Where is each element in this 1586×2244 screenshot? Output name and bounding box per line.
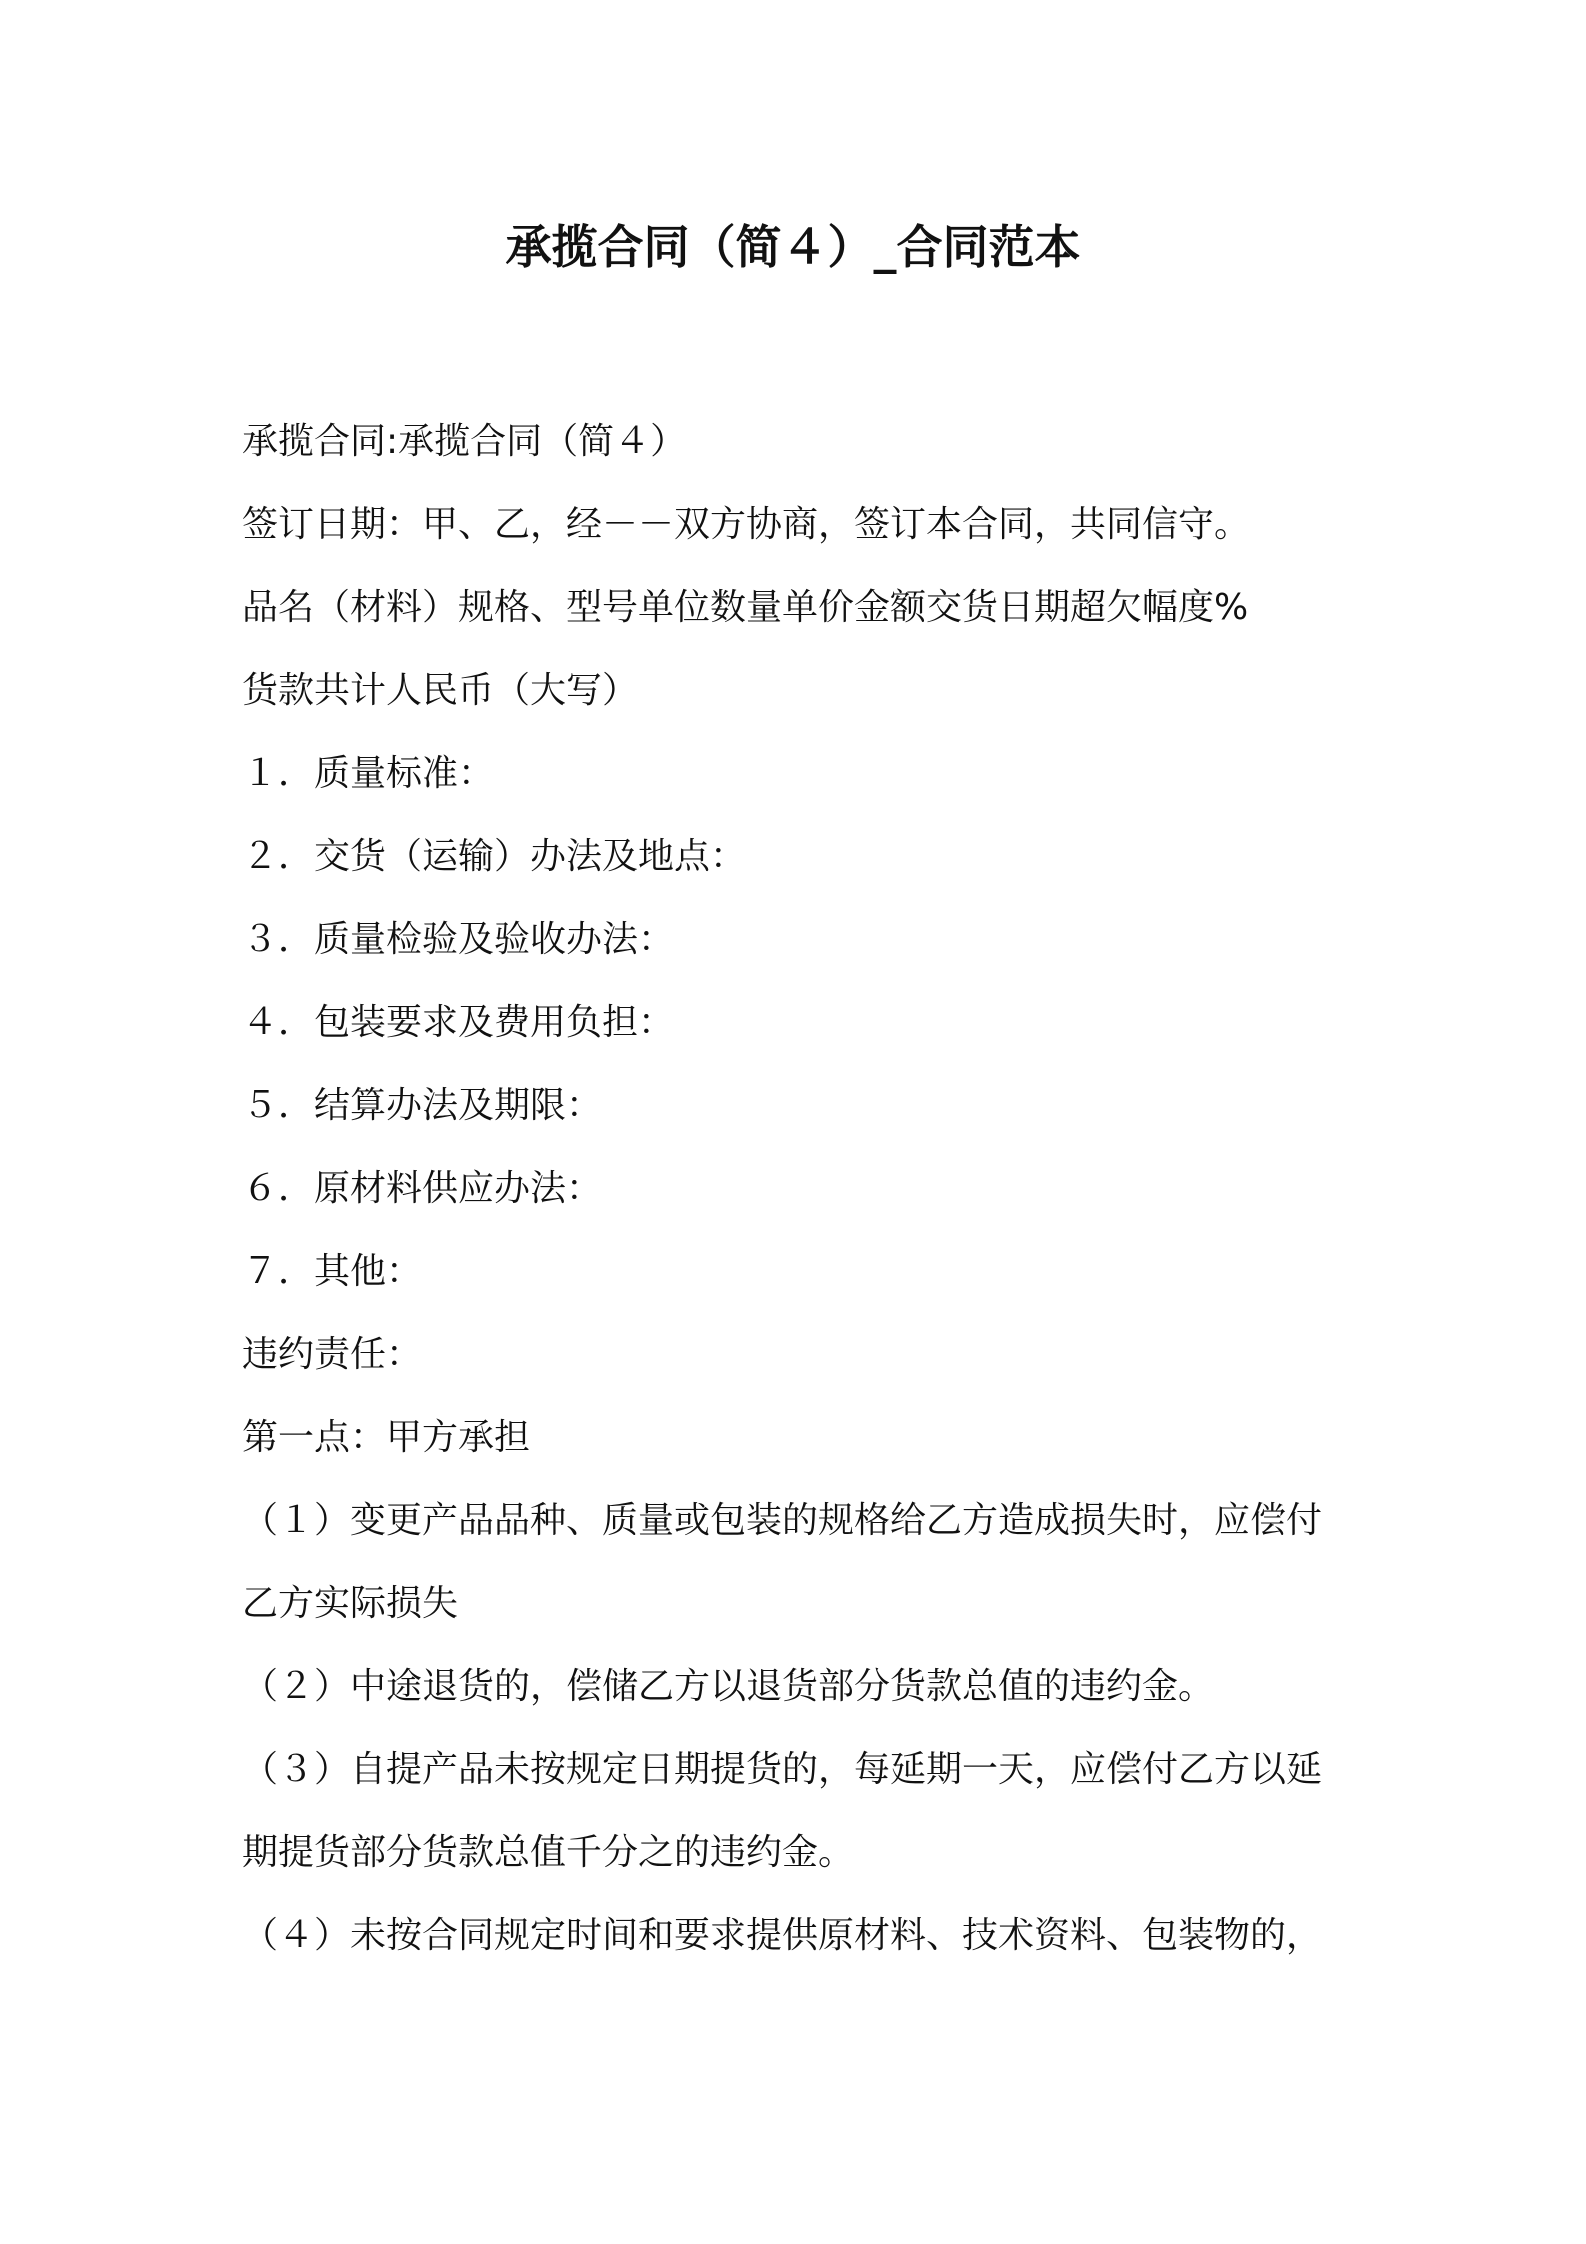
document-title: 承揽合同（简４）_合同范本 [505,220,1081,274]
clause-inspection: ３．质量检验及验收办法： [242,919,675,960]
party-a-item-4: （４）未按合同规定时间和要求提供原材料、技术资料、包装物的， [242,1915,1323,1956]
contract-name-line: 承揽合同:承揽合同（简４） [242,421,687,462]
clause-settlement: ５．结算办法及期限： [242,1085,603,1126]
clause-other: ７．其他： [242,1251,423,1292]
party-a-item-2: （２）中途退货的，偿储乙方以退货部分货款总值的违约金。 [242,1666,1215,1707]
clause-delivery-method: ２．交货（运输）办法及地点： [242,836,747,877]
party-a-item-1-continued: 乙方实际损失 [242,1583,459,1624]
signing-date-line: 签订日期：甲、乙，经－－双方协商，签订本合同，共同信守。 [242,504,1251,545]
total-payment-line: 货款共计人民币（大写） [242,670,639,711]
clause-packaging: ４．包装要求及费用负担： [242,1002,675,1043]
party-a-item-3-continued: 期提货部分货款总值千分之的违约金。 [242,1832,855,1873]
clause-materials-supply: ６．原材料供应办法： [242,1168,603,1209]
clause-quality-standard: １．质量标准： [242,753,495,794]
document-body [242,400,1362,1977]
product-spec-line: 品名（材料）规格、型号单位数量单价金额交货日期超欠幅度% [242,587,1249,628]
liability-heading: 违约责任： [242,1334,423,1375]
party-a-item-3: （３）自提产品未按规定日期提货的，每延期一天，应偿付乙方以延 [242,1749,1323,1790]
party-a-heading: 第一点：甲方承担 [242,1417,531,1458]
party-a-item-1: （１）变更产品品种、质量或包装的规格给乙方造成损失时，应偿付 [242,1500,1323,1541]
